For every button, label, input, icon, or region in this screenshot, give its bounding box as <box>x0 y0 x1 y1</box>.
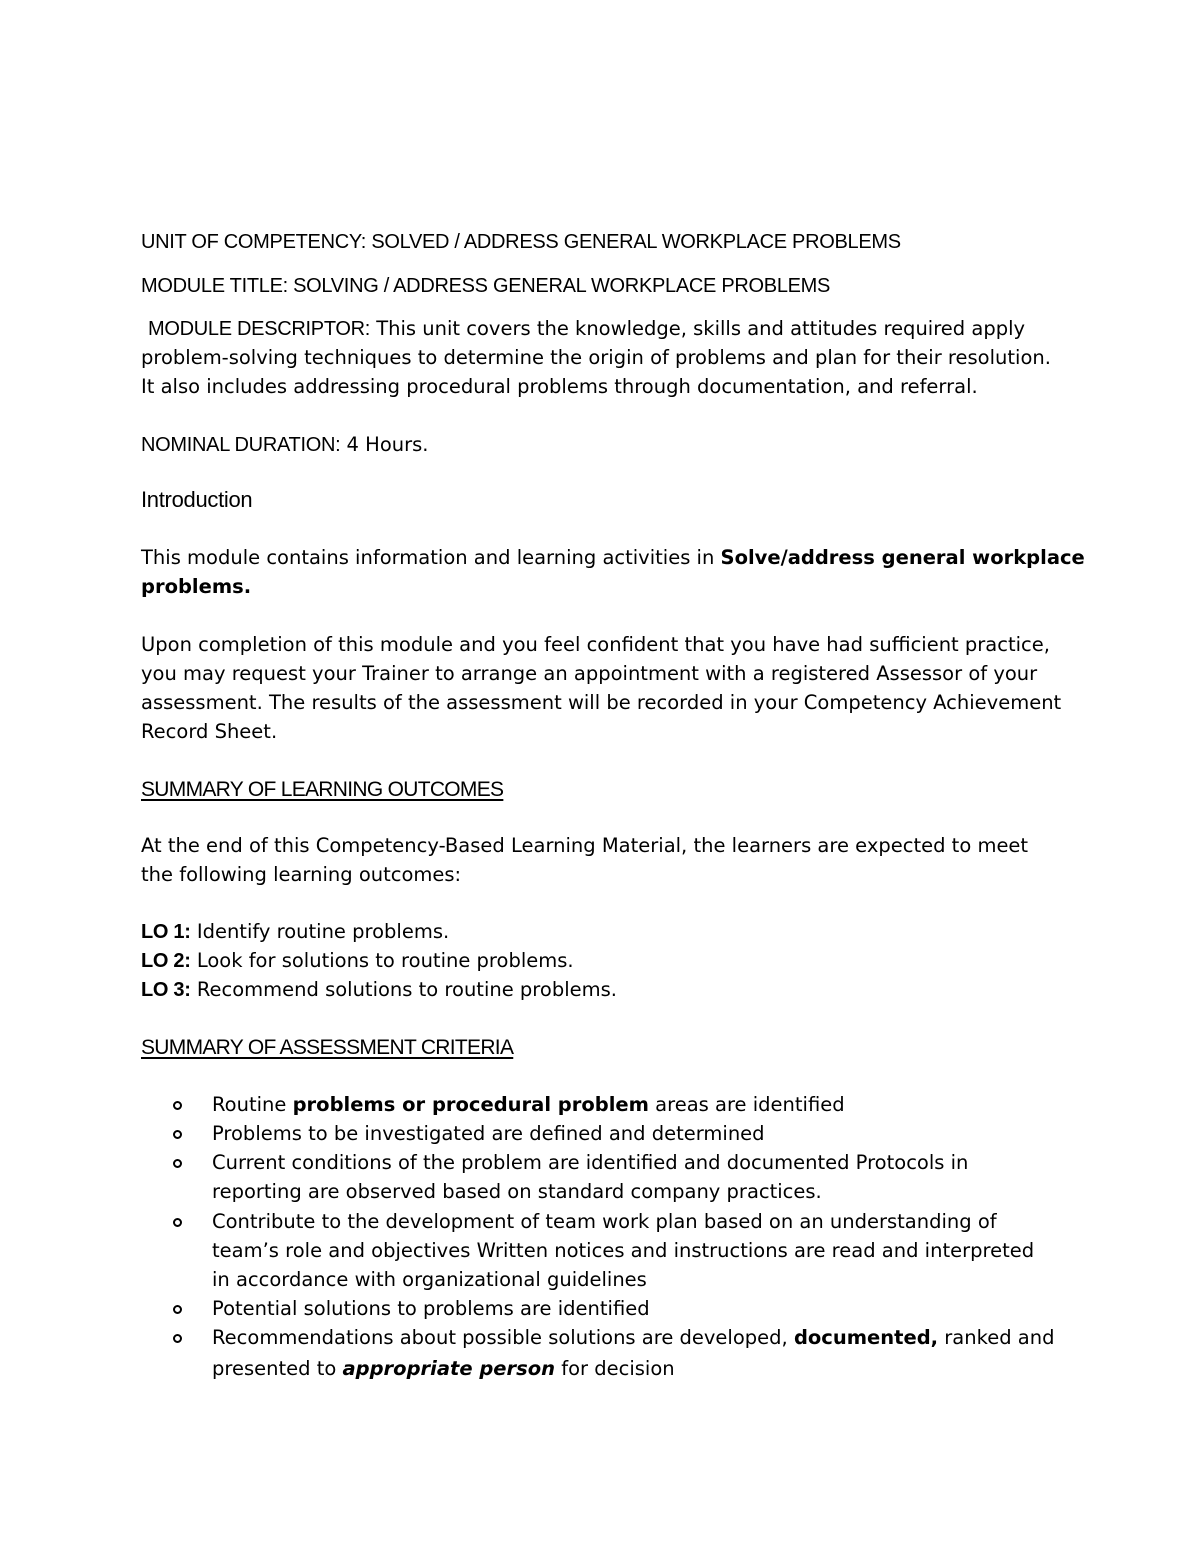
criterion-6-line-2 <box>212 1359 675 1379</box>
intro-bold-1: Solve/address general workplace <box>720 546 1085 569</box>
criterion-1 <box>212 1095 845 1115</box>
introduction-heading: Introduction <box>141 487 253 512</box>
outcome-3 <box>141 980 617 1000</box>
outcome-3-text: Recommend solutions to routine problems. <box>190 978 617 1001</box>
criterion-4-line-1: Contribute to the development of team work plan based on an understanding of <box>212 1210 997 1233</box>
criterion-4-line-3: in accordance with organizational guidelines <box>212 1268 647 1291</box>
intro-para-line-1 <box>141 548 1085 568</box>
criterion-1-post: areas are identified <box>648 1093 845 1116</box>
module-title <box>141 276 830 296</box>
outcomes-intro-line-1: At the end of this Competency-Based Learning Material, the learners are expected to meet <box>141 834 1029 857</box>
outcomes-heading: SUMMARY OF LEARNING OUTCOMES <box>141 778 504 801</box>
criterion-4-line-2: team’s role and objectives Written notices and instructions are read and interpreted <box>212 1239 1035 1262</box>
outcomes-intro-line-2: the following learning outcomes: <box>141 863 462 886</box>
criterion-2: Problems to be investigated are defined and determined <box>212 1122 765 1145</box>
outcome-1-text: Identify routine problems. <box>190 920 450 943</box>
unit-label: UNIT OF COMPETENCY: <box>141 231 367 253</box>
bullet-icon <box>173 1101 182 1110</box>
outcome-1-label: LO 1: <box>141 921 191 943</box>
completion-line-3: assessment. The results of the assessment will be recorded in your Competency Achievement <box>141 691 1062 714</box>
intro-prefix: This module contains information and learning activities in <box>141 546 721 569</box>
outcome-2-label: LO 2: <box>141 950 191 972</box>
bullet-icon <box>173 1305 182 1314</box>
descriptor-line-1 <box>148 319 1025 339</box>
criterion-5: Potential solutions to problems are identified <box>212 1297 650 1320</box>
completion-line-1: Upon completion of this module and you feel confident that you have had sufficient practice, <box>141 633 1050 656</box>
outcome-2-text: Look for solutions to routine problems. <box>190 949 574 972</box>
bullet-icon <box>173 1130 182 1139</box>
criterion-3-line-2: reporting are observed based on standard company practices. <box>212 1180 822 1203</box>
criterion-6-line2-pre: presented to <box>212 1357 343 1380</box>
nominal-duration <box>141 435 429 455</box>
duration-value: 4 Hours. <box>340 433 429 456</box>
outcome-2 <box>141 951 574 971</box>
descriptor-text-1: This unit covers the knowledge, skills and attitudes required apply <box>370 317 1026 340</box>
criterion-6-post: ranked and <box>938 1326 1055 1349</box>
unit-value: SOLVED / ADDRESS GENERAL WORKPLACE PROBLEMS <box>366 231 901 253</box>
completion-line-4: Record Sheet. <box>141 720 278 743</box>
module-title-label: MODULE TITLE: <box>141 275 288 297</box>
outcome-3-label: LO 3: <box>141 979 191 1001</box>
criterion-6-line-1 <box>212 1328 1054 1348</box>
completion-line-2: you may request your Trainer to arrange an appointment with a registered Assessor of your <box>141 662 1038 685</box>
criteria-heading: SUMMARY OF ASSESSMENT CRITERIA <box>141 1036 514 1059</box>
module-title-value: SOLVING / ADDRESS GENERAL WORKPLACE PROBLEMS <box>287 275 831 297</box>
criterion-3-line-1: Current conditions of the problem are identified and documented Protocols in <box>212 1151 969 1174</box>
bullet-icon <box>173 1334 182 1343</box>
criterion-6-line2-post: for decision <box>555 1357 675 1380</box>
criterion-6-bold: documented, <box>793 1326 939 1349</box>
bullet-icon <box>173 1159 182 1168</box>
criterion-1-bold: problems or procedural problem <box>292 1093 649 1116</box>
criterion-6-line2-emph: appropriate person <box>342 1357 556 1380</box>
duration-label: NOMINAL DURATION: <box>141 434 341 456</box>
descriptor-label: MODULE DESCRIPTOR: <box>148 318 371 340</box>
intro-para-line-2: problems. <box>141 575 252 598</box>
descriptor-line-3: It also includes addressing procedural problems through documentation, and referral. <box>141 375 978 398</box>
criterion-6-pre: Recommendations about possible solutions are developed, <box>212 1326 794 1349</box>
outcome-1 <box>141 922 449 942</box>
descriptor-line-2: problem-solving techniques to determine the origin of problems and plan for their resolution. <box>141 346 1051 369</box>
criterion-1-pre: Routine <box>212 1093 293 1116</box>
bullet-icon <box>173 1218 182 1227</box>
unit-of-competency <box>141 232 901 252</box>
